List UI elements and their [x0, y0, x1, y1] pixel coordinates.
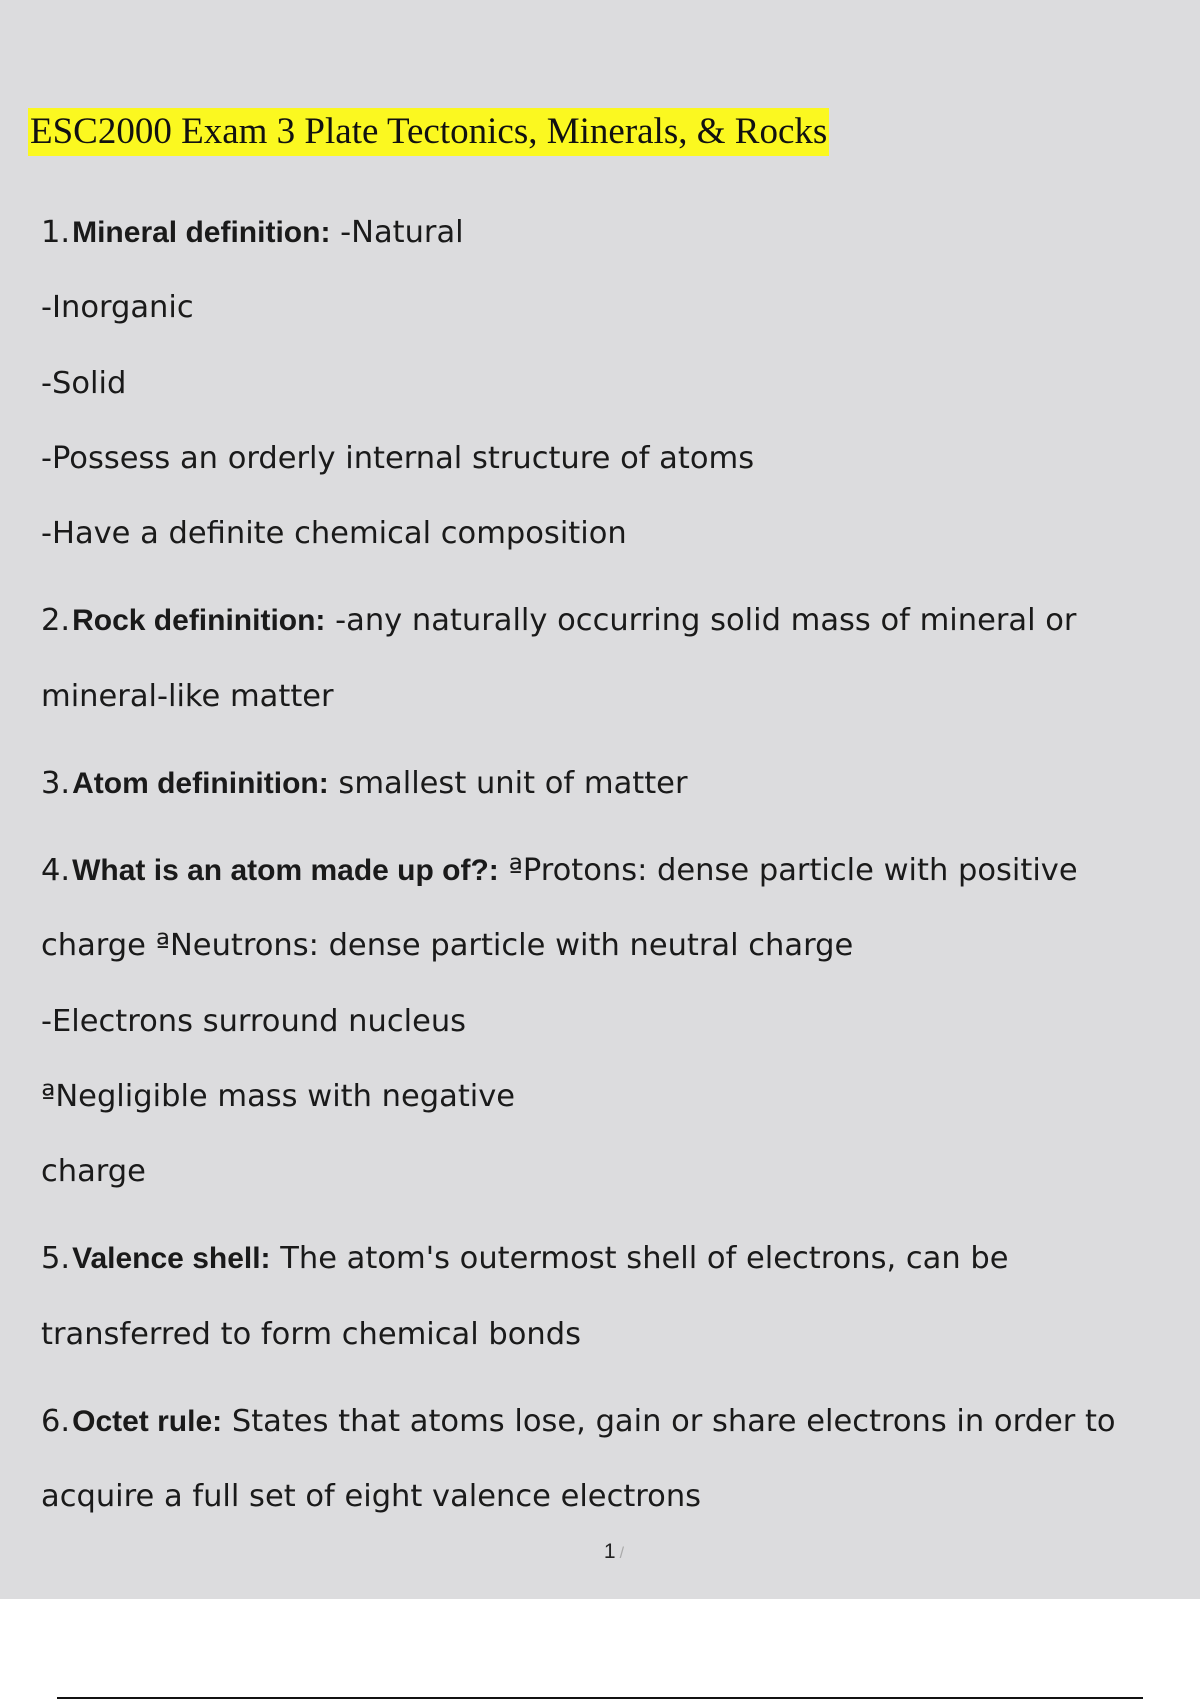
document-title: ESC2000 Exam 3 Plate Tectonics, Minerals, & Rocks: [28, 108, 829, 156]
item-text: States that atoms lose, gain or share electrons in order to: [222, 1404, 1116, 1439]
continuation-line: -Inorganic: [41, 290, 194, 325]
next-page-divider: [57, 1697, 1143, 1699]
page-number-suffix: /: [619, 1545, 625, 1562]
continuation-line: ªNegligible mass with negative: [41, 1079, 516, 1114]
item-term: What is an atom made up of?:: [72, 854, 499, 887]
list-item: [41, 602, 1076, 640]
item-number: 4.: [41, 853, 71, 888]
list-item: [41, 214, 464, 252]
continuation-line: acquire a full set of eight valence electrons: [41, 1479, 702, 1514]
item-number: 2.: [41, 603, 71, 638]
item-number: 1.: [41, 215, 71, 250]
item-number: 3.: [41, 766, 71, 801]
item-text: ªProtons: dense particle with positive: [498, 853, 1078, 888]
item-text: -Natural: [330, 215, 464, 250]
list-item: [41, 852, 1078, 890]
item-term: Octet rule:: [72, 1405, 223, 1438]
item-term: Rock defininition:: [72, 604, 326, 637]
item-term: Atom defininition:: [72, 767, 329, 800]
item-term: Mineral definition:: [72, 216, 331, 249]
page-number-value: 1: [603, 1540, 616, 1563]
continuation-line: -Possess an orderly internal structure of atoms: [41, 441, 755, 476]
list-item: [41, 1240, 1009, 1278]
item-text: -any naturally occurring solid mass of mineral or: [325, 603, 1077, 638]
item-term: Valence shell:: [72, 1242, 271, 1275]
continuation-line: charge ªNeutrons: dense particle with neutral charge: [41, 928, 854, 963]
continuation-line: -Electrons surround nucleus: [41, 1004, 467, 1039]
continuation-line: -Have a definite chemical composition: [41, 516, 627, 551]
item-number: 6.: [41, 1404, 71, 1439]
continuation-line: mineral-like matter: [41, 679, 334, 714]
item-text: smallest unit of matter: [328, 766, 688, 801]
continuation-line: charge: [41, 1154, 146, 1189]
page-number: [0, 1540, 1200, 1564]
continuation-line: -Solid: [41, 366, 127, 401]
item-number: 5.: [41, 1241, 71, 1276]
item-text: The atom's outermost shell of electrons, can be: [270, 1241, 1009, 1276]
continuation-line: transferred to form chemical bonds: [41, 1317, 582, 1352]
list-item: [41, 765, 687, 803]
list-item: [41, 1403, 1116, 1441]
